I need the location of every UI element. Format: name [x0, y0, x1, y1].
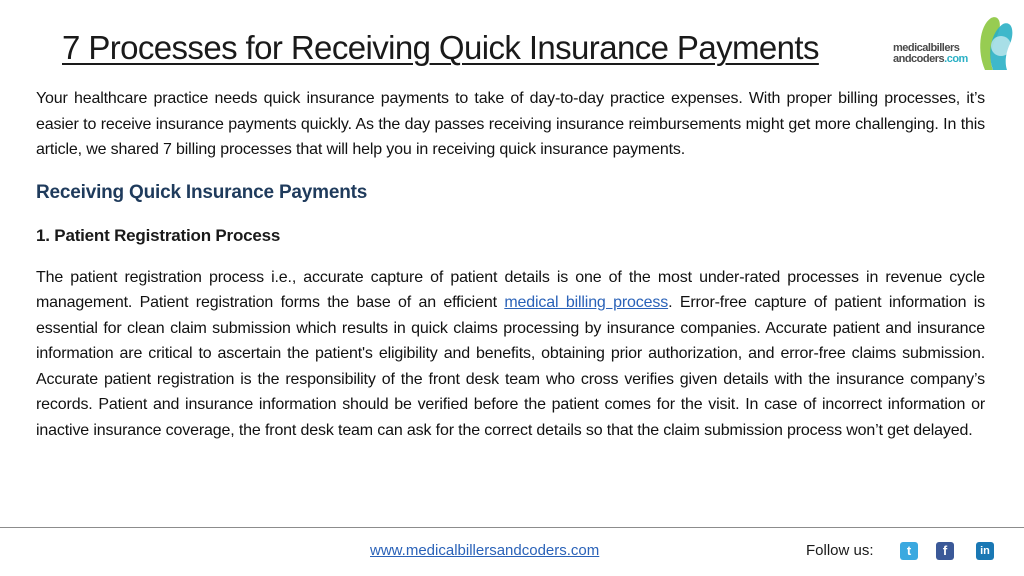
- subheading-patient-registration: 1. Patient Registration Process: [36, 225, 281, 245]
- footer-divider: [0, 527, 1024, 528]
- body-text-before-link: The patient registration process i.e., accurate capture of patient details is one of the most under-rated processes in revenue cycle management. Patient registration forms the base of an efficient: [36, 268, 985, 311]
- linkedin-icon[interactable]: in: [976, 542, 994, 560]
- company-logo[interactable]: [893, 12, 1013, 74]
- intro-paragraph: Your healthcare practice needs quick insurance payments to take of day-to-day practice expenses. With proper billing processes, it’s easier to receive insurance payments quickly. As the day passes receiving insurance reimbursements might get more challenging. In this article, we shared 7 billing processes that will help you in receiving quick insurance payments.: [36, 90, 985, 158]
- body-paragraph: [36, 265, 985, 444]
- article-content: [36, 86, 985, 443]
- logo-wordmark: [893, 43, 983, 65]
- body-text-after-link: . Error-free capture of patient information is essential for clean claim submission which results in quick claims processing by insurance companies. Accurate patient and insurance information are critical to ascertain the patient's eligibility and benefits, obtaining prior authorization, and error-free claims submission. Accurate patient registration is the responsibility of the front desk team who cross verifies given details with the insurance company’s records. Patient and insurance information should be verified before the patient comes for the visit. In case of incorrect information or inactive insurance coverage, the front desk team can ask for the correct details so that the claim submission process won’t get delayed.: [36, 294, 986, 439]
- medical-billing-process-link[interactable]: medical billing process: [504, 294, 669, 311]
- facebook-icon[interactable]: f: [936, 542, 954, 560]
- follow-us-label: Follow us:: [806, 542, 874, 559]
- footer-website-link[interactable]: www.medicalbillersandcoders.com: [370, 542, 600, 559]
- section-heading: Receiving Quick Insurance Payments: [36, 181, 368, 203]
- logo-line-2: andcoders.com: [893, 53, 968, 65]
- logo-line-1: medicalbillers: [893, 42, 960, 54]
- page-title: 7 Processes for Receiving Quick Insurance Payments: [62, 29, 819, 66]
- twitter-icon[interactable]: t: [900, 542, 918, 560]
